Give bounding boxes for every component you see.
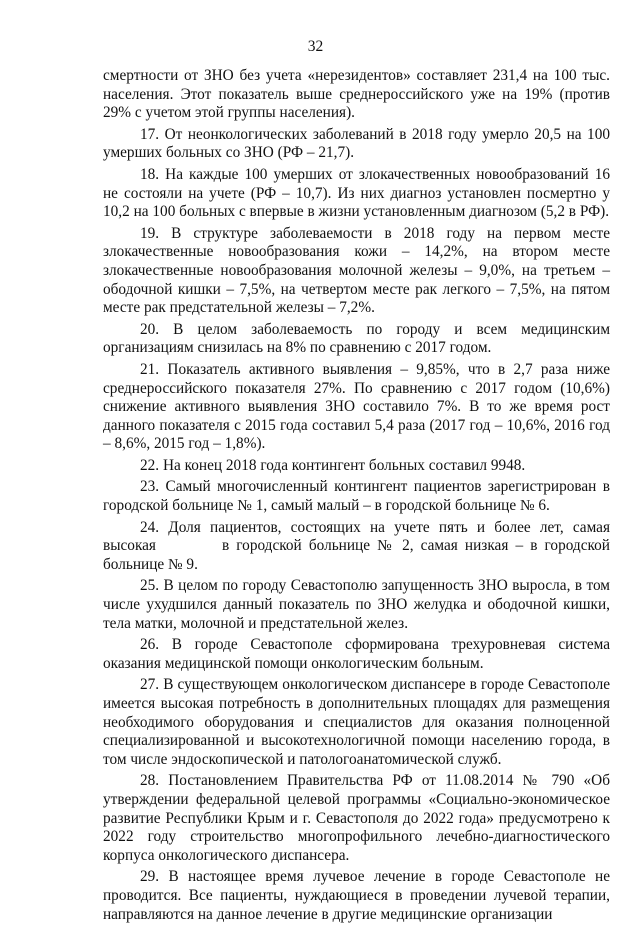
paragraph-24-start: 24. Доля пациентов, состоящих на учете пять и более лет, самая высокая xyxy=(103,518,610,555)
paragraph-17: 17. От неонкологических заболеваний в 2018 году умерло 20,5 на 100 умерших больных со ЗНО (РФ – 21,7). xyxy=(103,125,610,162)
paragraph-22: 22. На конец 2018 года контингент больных составил 9948. xyxy=(140,456,526,474)
paragraph-23: 23. Самый многочисленный контингент пациентов зарегистрирован в городской больнице № 1, самый малый – в городской больнице № 6. xyxy=(103,478,610,515)
paragraph-26: 26. В городе Севастополе сформирована трехуровневая система оказания медицинской помощи онкологическим больным. xyxy=(103,636,610,672)
paragraph-20: 20. В целом заболеваемость по городу и всем медицинским организациям снизилась на 8% по сравнению с 2017 годом. xyxy=(103,320,610,357)
paragraph-21: 21. Показатель активного выявления – 9,85%, что в 2,7 раза ниже среднероссийского показателя 27%. По сравнению с 2017 годом (10,6%) снижение активного выявления ЗНО составило 7%. В то же время рост данного показателя с 2015 года составил 5,4 раза (2017 год – 10,6%, 2016 год – 8,6%, 2015 год – 1,8%). xyxy=(103,360,610,453)
paragraph-24 xyxy=(103,519,610,575)
paragraph-27: 27. В существующем онкологическом диспансере в городе Севастополе имеется высокая потребность в дополнительных площадях для размещения необходимого оборудования и специалистов для оказания полноценной специализированной и высокотехнологичной помощи населению города, в том числе эндоскопической и патологоанатомической служб. xyxy=(103,676,610,768)
paragraph-18: 18. На каждые 100 умерших от злокачественных новообразований 16 не состояли на учете (РФ – 10,7). Из них диагноз установлен посмертно у 10,2 на 100 больных с впервые в жизни установленным диагнозом (5,2 в РФ). xyxy=(103,165,610,221)
paragraph-28: 28. Постановлением Правительства РФ от 11.08.2014 № 790 «Об утверждении федеральной целевой программы «Социально-экономическое развитие Республики Крым и г. Севастополя до 2022 года» предусмотрено к 2022 году строительство многопрофильного лечебно-диагностического корпуса онкологического диспансера. xyxy=(103,772,610,864)
paragraph-continuation: смертности от ЗНО без учета «нерезидентов» составляет 231,4 на 100 тыс. населения. Этот показатель выше среднероссийского уже на 19% (против 29% с учетом этой группы населения). xyxy=(103,67,610,122)
paragraph-19: 19. В структуре заболеваемости в 2018 году на первом месте злокачественные новообразования кожи – 14,2%, на втором месте злокачественные новообразования молочной железы – 9,0%, на третьем – ободочной кишки – 7,5%, на четвертом месте рак легкого – 7,5%, на пятом месте рак предстательной железы – 7,2%. xyxy=(103,224,610,317)
page-number: 32 xyxy=(307,38,324,55)
paragraph-29: 29. В настоящее время лучевое лечение в городе Севастополе не проводится. Все пациенты, нуждающиеся в проведении лучевой терапии, направляются на данное лечение в другие медицинские организации xyxy=(103,868,610,923)
page-body xyxy=(103,67,610,927)
paragraph-24-end: в городской больнице № 2, самая низкая – в городской больнице № 9. xyxy=(103,537,610,573)
paragraph-25: 25. В целом по городу Севастополю запущенность ЗНО выросла, в том числе ухудшился данный показатель по ЗНО желудка и ободочной кишки, тела матки, молочной и предстательной желез. xyxy=(103,577,610,632)
